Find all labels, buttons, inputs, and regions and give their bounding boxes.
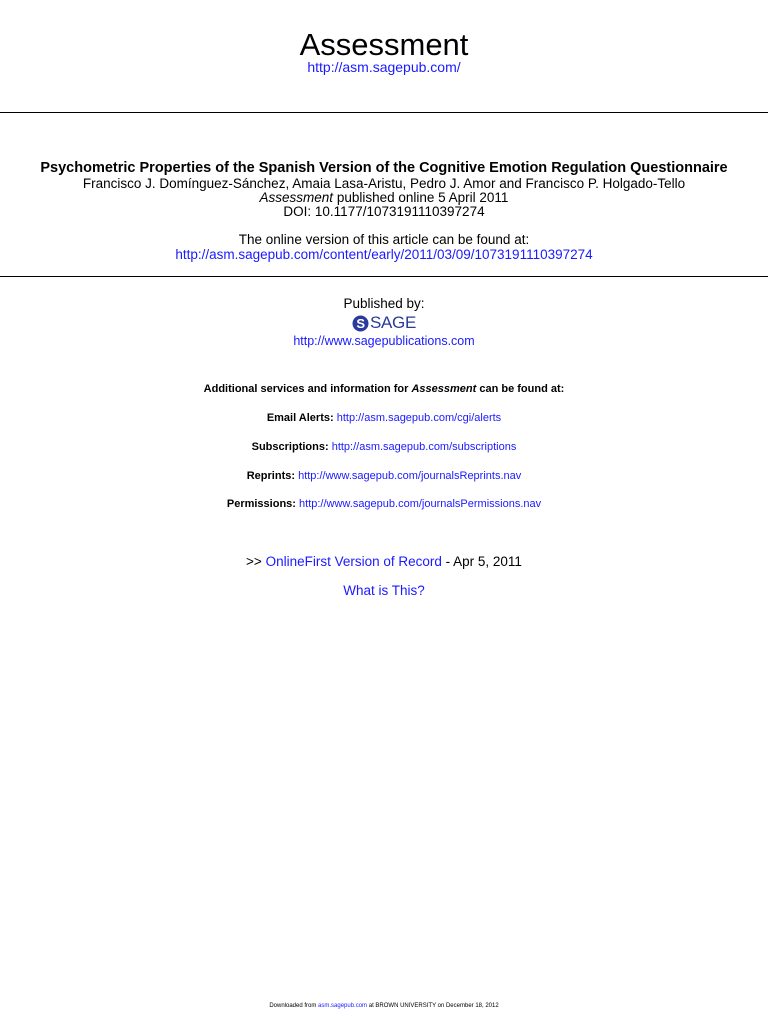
published-by-label: Published by: xyxy=(343,296,425,311)
services-heading-prefix: Additional services and information for xyxy=(203,383,412,395)
permissions-label: Permissions: xyxy=(226,498,296,510)
footer-site-link[interactable]: asm.sagepub.com xyxy=(318,1003,368,1009)
footer-suffix: at BROWN UNIVERSITY on December 18, 2012 xyxy=(367,1003,499,1009)
sage-s-circle-icon xyxy=(352,315,369,332)
journal-title: Assessment xyxy=(299,27,469,62)
services-heading-suffix: can be found at: xyxy=(476,383,565,395)
top-divider xyxy=(0,112,768,113)
reprints-label: Reprints: xyxy=(246,470,296,482)
article-published-text: published online 5 April 2011 xyxy=(333,190,509,205)
reprints-link[interactable]: http://www.sagepub.com/journalsReprints.nav xyxy=(298,470,522,482)
article-title: Psychometric Properties of the Spanish Version of the Cognitive Emotion Regulation Questionnaire xyxy=(40,160,728,176)
version-of-record-link[interactable]: OnlineFirst Version of Record xyxy=(265,554,442,569)
what-is-this-line xyxy=(0,582,768,599)
service-subscriptions xyxy=(0,440,768,454)
sage-logo-symbol: S xyxy=(356,315,365,331)
services-heading xyxy=(0,382,768,396)
footer-prefix: Downloaded from xyxy=(269,1003,319,1009)
journal-url-line xyxy=(0,59,768,75)
subscriptions-label: Subscriptions: xyxy=(251,441,329,453)
sage-logo[interactable] xyxy=(352,313,416,333)
subscriptions-link[interactable]: http://asm.sagepub.com/subscriptions xyxy=(331,441,517,453)
online-version-url-line xyxy=(0,247,768,263)
what-is-this-link[interactable]: What is This? xyxy=(343,583,425,598)
version-of-record-line xyxy=(0,553,768,570)
email-alerts-link[interactable]: http://asm.sagepub.com/cgi/alerts xyxy=(336,412,502,424)
journal-url-link[interactable]: http://asm.sagepub.com/ xyxy=(307,59,461,75)
online-version-url-link[interactable]: http://asm.sagepub.com/content/early/2011/03/09/1073191110397274 xyxy=(175,247,593,262)
online-version-label: The online version of this article can be found at: xyxy=(238,232,530,247)
sage-logo-text: SAGE xyxy=(369,313,417,332)
publisher-url-link[interactable]: http://www.sagepublications.com xyxy=(293,334,475,348)
record-date: - Apr 5, 2011 xyxy=(441,554,522,569)
email-alerts-label: Email Alerts: xyxy=(266,412,334,424)
services-heading-journal: Assessment xyxy=(411,383,477,395)
article-journal-name: Assessment xyxy=(259,190,334,205)
article-authors: Francisco J. Domínguez-Sánchez, Amaia Lasa-Aristu, Pedro J. Amor and Francisco P. Holgado-Tello xyxy=(82,176,686,191)
article-published-line xyxy=(0,190,768,205)
service-email-alerts xyxy=(0,411,768,425)
service-permissions xyxy=(0,497,768,511)
middle-divider xyxy=(0,276,768,277)
sage-logo-row xyxy=(0,313,768,333)
article-doi: DOI: 10.1177/1073191110397274 xyxy=(283,204,485,219)
permissions-link[interactable]: http://www.sagepub.com/journalsPermissions.nav xyxy=(299,498,542,510)
record-prefix: >> xyxy=(246,554,266,569)
download-footer xyxy=(0,1002,768,1010)
publisher-url-line xyxy=(0,334,768,349)
service-reprints xyxy=(0,469,768,483)
